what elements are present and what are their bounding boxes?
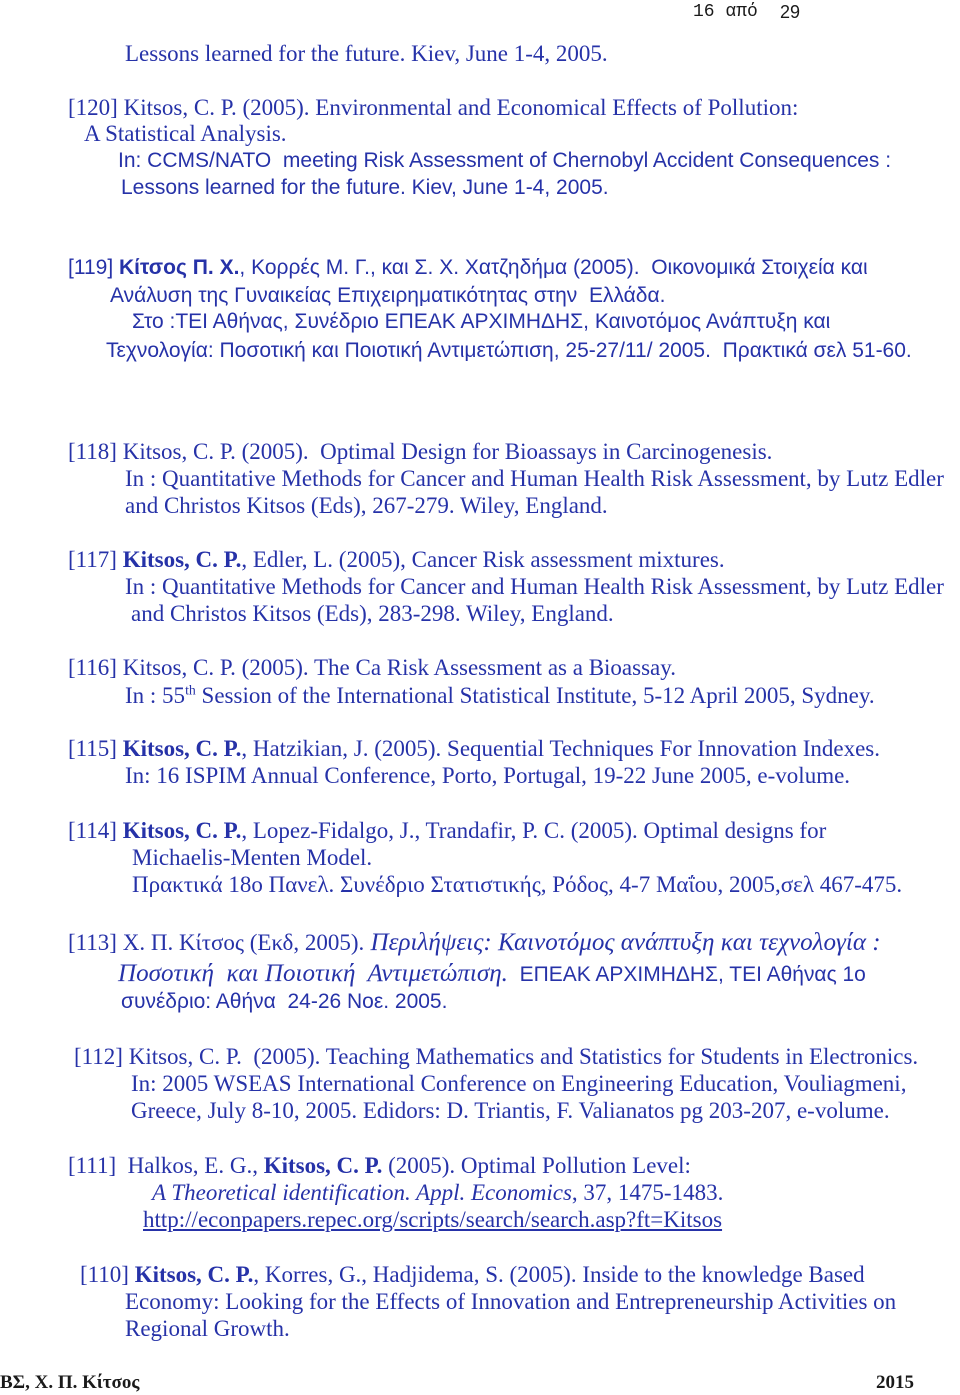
entry-text: Kitsos, C. P. (2005). Optimal Design for Bioassays in Carcinogenesis. xyxy=(122,439,773,464)
entry-text: In : Quantitative Methods for Cancer and Human Health Risk Assessment, by Lutz Edler xyxy=(125,574,944,599)
author-name: Kitsos, C. P. xyxy=(122,547,242,572)
footer-year: 2015 xyxy=(876,1372,914,1393)
reference-number: [117] xyxy=(68,547,117,572)
entry-line xyxy=(106,340,912,361)
entry-line xyxy=(110,285,665,306)
entry-line xyxy=(80,1263,865,1286)
entry-line xyxy=(68,440,772,463)
entry-line xyxy=(84,122,287,145)
entry-text: Halkos, E. G., xyxy=(121,1153,264,1178)
entry-text: Kitsos, C. P. (2005). Teaching Mathematics and Statistics for Students in Electronics. xyxy=(128,1044,919,1069)
entry-text: In: 16 ISPIM Annual Conference, Porto, Portugal, 19-22 June 2005, e-volume. xyxy=(125,763,851,788)
entry-line xyxy=(68,656,676,679)
entry-line xyxy=(125,494,608,517)
entry-line xyxy=(131,1099,890,1122)
author-name: Kitsos, C. P. xyxy=(122,736,242,761)
italic-title: Περιλήψεις: Καινοτόμος ανάπτυξη και τεχνολογία : xyxy=(364,929,881,956)
entry-line xyxy=(121,177,609,198)
entry-text: Regional Growth. xyxy=(125,1316,290,1341)
entry-line xyxy=(118,150,891,171)
entry-line xyxy=(68,96,798,119)
italic-title: Ποσοτική και Ποιοτική Αντιμετώπιση. xyxy=(118,960,508,987)
reference-number: [116] xyxy=(68,655,117,680)
entry-line xyxy=(68,1154,691,1177)
entry-text: συνέδριο: Αθήνα 24-26 Νοε. 2005. xyxy=(121,990,448,1013)
entry-line xyxy=(68,930,881,955)
entry-text: In : Quantitative Methods for Cancer and Human Health Risk Assessment, by Lutz Edler xyxy=(125,466,944,491)
entry-line xyxy=(131,1072,906,1095)
page-total: 29 xyxy=(780,2,801,22)
entry-line xyxy=(121,991,447,1012)
entry-line xyxy=(125,42,608,65)
author-name: Kitsos, C. P. xyxy=(134,1262,254,1287)
entry-line xyxy=(74,1045,918,1068)
entry-text: , 37, 1475-1483. xyxy=(571,1180,724,1205)
entry-text: In: CCMS/NATO meeting Risk Assessment of Chernobyl Accident Consequences : xyxy=(118,149,892,172)
entry-line xyxy=(125,575,944,598)
page-number: 16 από xyxy=(693,2,758,22)
entry-line xyxy=(131,602,614,625)
entry-text: Greece, July 8-10, 2005. Edidors: D. Triantis, F. Valianatos pg 203-207, e-volume. xyxy=(131,1098,890,1123)
entry-line xyxy=(68,257,868,278)
entry-line xyxy=(125,1290,896,1313)
entry-text: , Lopez-Fidalgo, J., Trandafir, P. C. (2005). Optimal designs for xyxy=(241,818,827,843)
reference-number: [120] xyxy=(68,95,118,120)
reference-number: [110] xyxy=(80,1262,129,1287)
entry-text: Ανάλυση της Γυναικείας Επιχειρηματικότητας στην Ελλάδα. xyxy=(110,284,666,307)
entry-line xyxy=(143,1208,722,1231)
entry-line xyxy=(132,311,830,332)
entry-line xyxy=(125,467,944,490)
entry-text: Session of the International Statistical Institute, 5-12 April 2005, Sydney. xyxy=(195,683,875,708)
entry-line xyxy=(68,819,826,842)
entry-text: A Statistical Analysis. xyxy=(84,121,287,146)
entry-line xyxy=(118,961,866,986)
entry-line xyxy=(125,684,875,707)
entry-text: Lessons learned for the future. Kiev, June 1-4, 2005. xyxy=(121,176,609,199)
entry-text: and Christos Kitsos (Eds), 283-298. Wiley, England. xyxy=(131,601,614,626)
reference-number: [115] xyxy=(68,736,117,761)
author-name: Κίτσος Π. Χ. xyxy=(119,256,240,279)
reference-number: [114] xyxy=(68,818,117,843)
reference-number: [112] xyxy=(74,1044,123,1069)
entry-line xyxy=(132,846,372,869)
italic-title: A Theoretical identification. Appl. Economics xyxy=(152,1180,572,1205)
entry-text: and Christos Kitsos (Eds), 267-279. Wiley, England. xyxy=(125,493,608,518)
entry-text: , Κορρές Μ. Γ., και Σ. Χ. Χατζηδήμα (2005). Οικονομικά Στοιχεία και xyxy=(239,256,868,279)
author-name: Kitsos, C. P. xyxy=(263,1153,383,1178)
entry-text: Michaelis-Menten Model. xyxy=(132,845,373,870)
reference-number: [119] xyxy=(68,256,114,279)
publication-link[interactable]: http://econpapers.repec.org/scripts/search/search.asp?ft=Kitsos xyxy=(143,1207,723,1232)
entry-line xyxy=(152,1181,723,1204)
entry-line xyxy=(125,1317,290,1340)
entry-text: Kitsos, C. P. (2005). The Ca Risk Assessment as a Bioassay. xyxy=(122,655,676,680)
entry-text: , Hatzikian, J. (2005). Sequential Techniques For Innovation Indexes. xyxy=(241,736,880,761)
entry-text: Πρακτικά 18ο Πανελ. Συνέδριο Στατιστικής, Ρόδος, 4-7 Μαΐου, 2005,σελ 467-475. xyxy=(132,872,903,897)
reference-number: [118] xyxy=(68,439,117,464)
entry-text: Στο :ΤΕΙ Αθήνας, Συνέδριο ΕΠΕΑΚ ΑΡΧΙΜΗΔΗΣ, Καινοτόμος Ανάπτυξη και xyxy=(132,310,831,333)
entry-line xyxy=(125,764,850,787)
entry-text: ΕΠΕΑΚ ΑΡΧΙΜΗΔΗΣ, ΤΕΙ Αθήνας 1ο xyxy=(507,963,866,986)
entry-text: Kitsos, C. P. (2005). Environmental and Economical Effects of Pollution: xyxy=(123,95,799,120)
entry-line xyxy=(68,737,880,760)
entry-text: , Korres, G., Hadjidema, S. (2005). Inside to the knowledge Based xyxy=(253,1262,865,1287)
author-name: Kitsos, C. P. xyxy=(122,818,242,843)
entry-text: In: 2005 WSEAS International Conference on Engineering Education, Vouliagmeni, xyxy=(131,1071,907,1096)
entry-text: In : 55 xyxy=(125,683,186,708)
entry-text: Χ. Π. Κίτσος (Εκδ, 2005). xyxy=(122,930,365,955)
reference-number: [111] xyxy=(68,1153,117,1178)
entry-text: Τεχνολογία: Ποσοτική και Ποιοτική Αντιμετώπιση, 25-27/11/ 2005. Πρακτικά σελ 51-60. xyxy=(106,339,912,362)
ordinal-superscript: th xyxy=(185,682,196,698)
reference-number: [113] xyxy=(68,930,117,955)
entry-text: (2005). Optimal Pollution Level: xyxy=(382,1153,691,1178)
footer-author: ΒΣ, Χ. Π. Κίτσος xyxy=(0,1372,140,1393)
entry-text: , Edler, L. (2005), Cancer Risk assessment mixtures. xyxy=(241,547,725,572)
entry-line xyxy=(132,873,902,896)
entry-text: Lessons learned for the future. Kiev, June 1-4, 2005. xyxy=(125,41,608,66)
entry-text: Economy: Looking for the Effects of Innovation and Entrepreneurship Activities on xyxy=(125,1289,897,1314)
entry-line xyxy=(68,548,725,571)
